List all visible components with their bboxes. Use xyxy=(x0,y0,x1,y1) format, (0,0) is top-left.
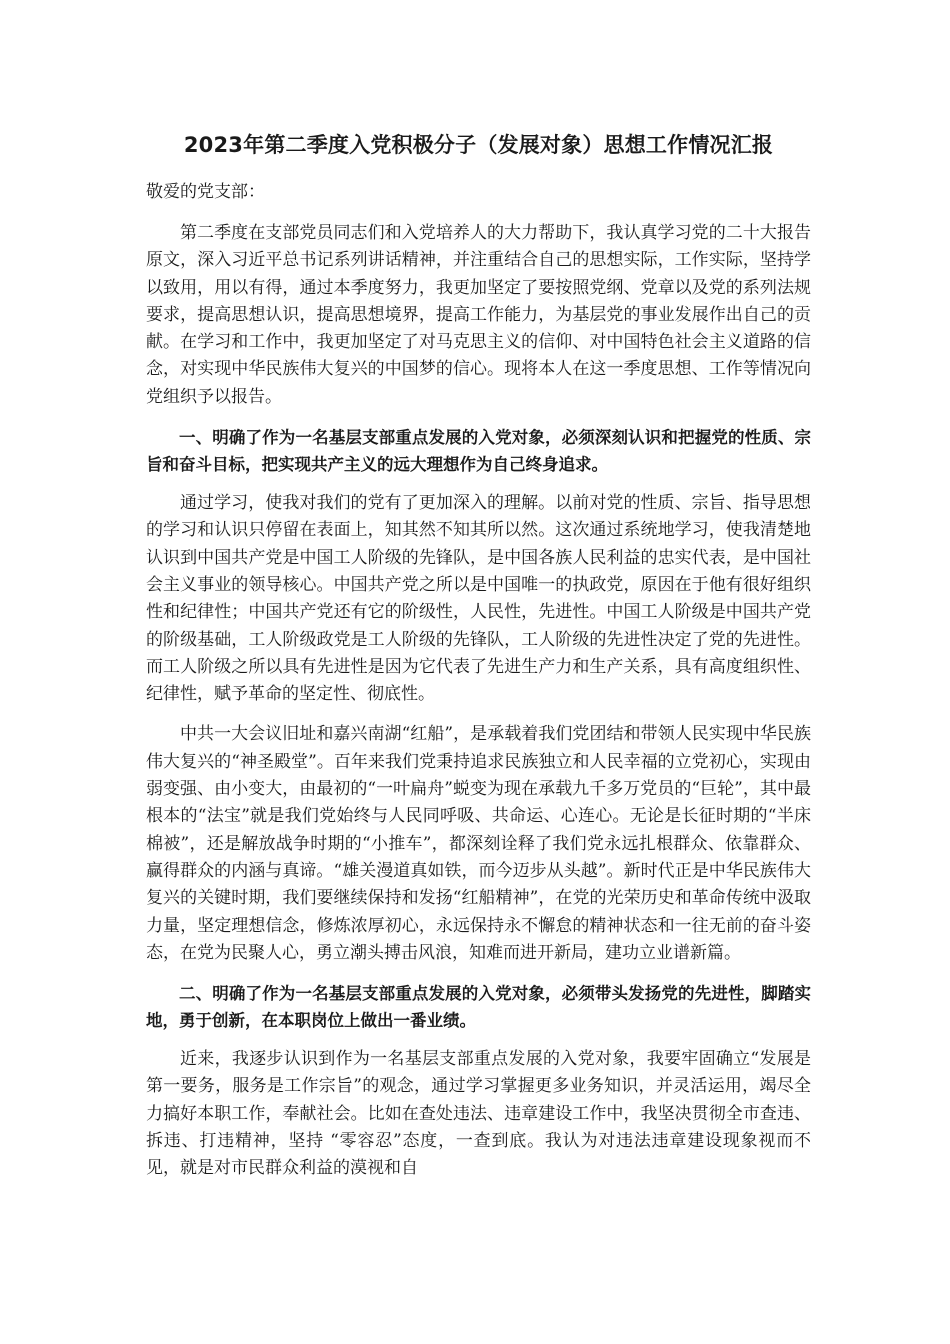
document-title: 2023年第二季度入党积极分子（发展对象）思想工作情况汇报 xyxy=(183,133,774,157)
paragraph-intro: 第二季度在支部党员同志们和入党培养人的大力帮助下，我认真学习党的二十大报告原文，深入习近平总书记系列讲话精神，并注重结合自己的思想实际，工作实际，坚持学以致用，用以有得，通过本季度努力，我更加坚定了要按照党纲、党章以及党的系列法规要求，提高思想认识，提高思想境界，提高工作能力，为基层党的事业发展作出自己的贡献。在学习和工作中，我更加坚定了对马克思主义的信仰、对中国特色社会主义道路的信念，对实现中华民族伟大复兴的中国梦的信心。现将本人在这一季度思想、工作等情况向党组织予以报告。 xyxy=(146,223,811,407)
salutation: 敬爱的党支部： xyxy=(146,182,265,202)
document-page xyxy=(146,130,811,1196)
section-heading-1: 一、明确了作为一名基层支部重点发展的入党对象，必须深刻认识和把握党的性质、宗旨和奋斗目标，把实现共产主义的远大理想作为自己终身追求。 xyxy=(146,428,811,475)
paragraph-red-boat: 中共一大会议旧址和嘉兴南湖“红船”，是承载着我们党团结和带领人民实现中华民族伟大复兴的“神圣殿堂”。百年来我们党秉持追求民族独立和人民幸福的立党初心，实现由弱变强、由小变大，由最初的“一叶扁舟”蜕变为现在承载九千多万党员的“巨轮”，其中最根本的“法宝”就是我们党始终与人民同呼吸、共命运、心连心。无论是长征时期的“半床棉被”，还是解放战争时期的“小推车”，都深刻诠释了我们党永远扎根群众、依靠群众、赢得群众的内涵与真谛。“雄关漫道真如铁，而今迈步从头越”。新时代正是中华民族伟大复兴的关键时期，我们要继续保持和发扬“红船精神”，在党的光荣历史和革命传统中汲取力量，坚定理想信念，修炼浓厚初心，永远保持永不懈怠的精神状态和一往无前的奋斗姿态，在党为民聚人心，勇立潮头搏击风浪，知难而进开新局，建功立业谱新篇。 xyxy=(146,724,811,963)
paragraph-work: 近来，我逐步认识到作为一名基层支部重点发展的入党对象，我要牢固确立“发展是第一要务，服务是工作宗旨”的观念，通过学习掌握更多业务知识，并灵活运用，竭尽全力搞好本职工作，奉献社会。比如在查处违法、违章建设工作中，我坚决贯彻全市查违、拆违、打违精神，坚持 “零容忍”态度，一查到底。我认为对违法违章建设现象视而不见，就是对市民群众利益的漠视和自 xyxy=(146,1049,811,1179)
paragraph-party-nature: 通过学习，使我对我们的党有了更加深入的理解。以前对党的性质、宗旨、指导思想的学习和认识只停留在表面上，知其然不知其所以然。这次通过系统地学习，使我清楚地认识到中国共产党是中国工人阶级的先锋队，是中国各族人民利益的忠实代表，是中国社会主义事业的领导核心。中国共产党之所以是中国唯一的执政党，原因在于他有很好组织性和纪律性；中国共产党还有它的阶级性，人民性，先进性。中国工人阶级是中国共产党的阶级基础，工人阶级政党是工人阶级的先锋队，工人阶级的先进性决定了党的先进性。而工人阶级之所以具有先进性是因为它代表了先进生产力和生产关系，具有高度组织性、纪律性，赋予革命的坚定性、彻底性。 xyxy=(146,493,811,705)
section-heading-2: 二、明确了作为一名基层支部重点发展的入党对象，必须带头发扬党的先进性，脚踏实地，勇于创新，在本职岗位上做出一番业绩。 xyxy=(146,984,811,1031)
